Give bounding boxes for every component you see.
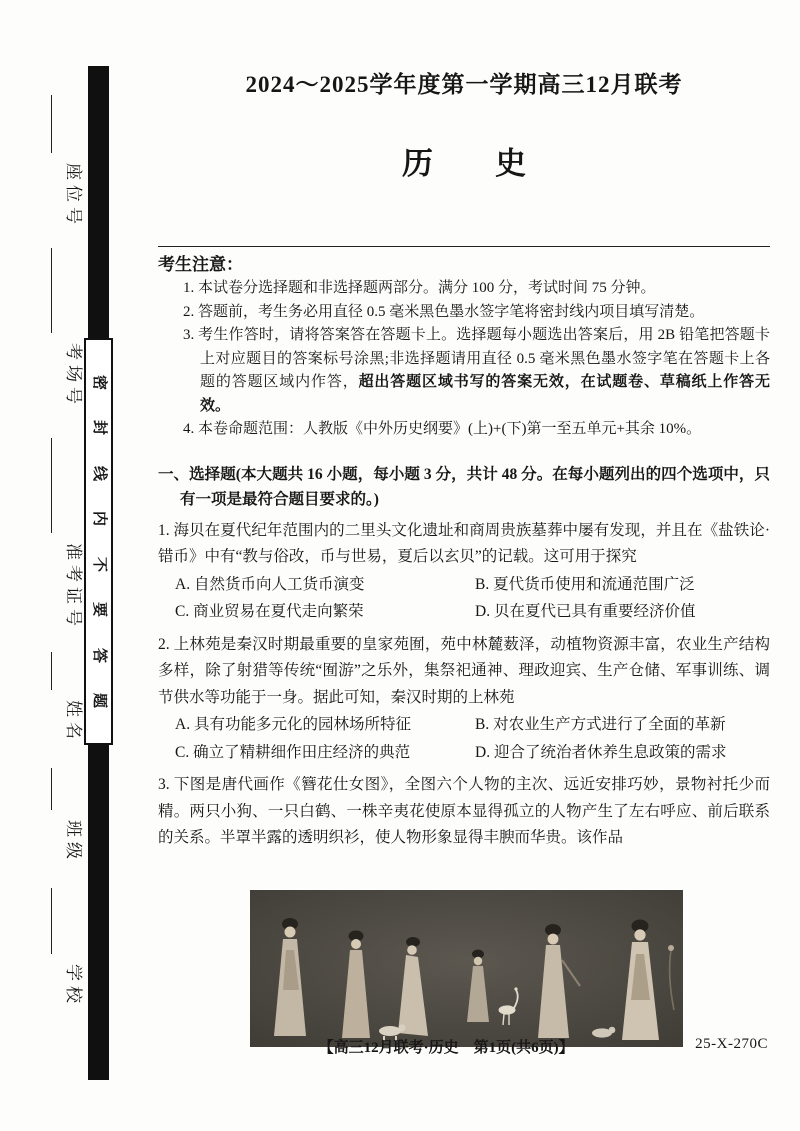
seal-text-char: 不 [90, 556, 107, 572]
admission-ticket-label: 准考证号 [64, 543, 83, 631]
school-blank-line [51, 888, 56, 954]
notice-heading: 考生注意： [158, 255, 243, 274]
seal-text-char: 封 [90, 420, 107, 436]
question-1-option-b: B. 夏代货币使用和流通范围广泛 [475, 575, 695, 593]
question-1 [158, 518, 770, 626]
question-1-option-a: A. 自然货币向人工货币演变 [175, 575, 365, 593]
question-2-options [158, 711, 770, 766]
question-3 [158, 772, 770, 1047]
question-1-option-d: D. 贝在夏代已具有重要经济价值 [475, 603, 696, 620]
seal-line-box [84, 338, 113, 745]
notice-item-3-bold-text: 超出答题区域书写的答案无效，在试题卷、草稿纸上作答无效。 [200, 374, 770, 414]
exam-room-label: 考场号 [64, 343, 83, 409]
exam-content [158, 70, 770, 1047]
subject-title: 历 史 [402, 146, 526, 181]
field-school [48, 888, 82, 1008]
question-2-option-d: D. 迎合了统治者休养生息政策的需求 [475, 743, 727, 761]
question-1-stem: 1. 海贝在夏代纪年范围内的二里头文化遗址和商周贵族墓葬中屡有发现，并且在《盐铁论·错币》中有“教与俗改，币与世易，夏后以玄贝”的记载。这可用于探究 [158, 521, 770, 565]
section-one-heading: 一、选择题(本大题共 16 小题，每小题 3 分，共计 48 分。在每小题列出的四个选项中，只有一项是最符合题目要求的。) [158, 465, 770, 508]
footer-exam-info: 【高三12月联考·历史 第1页(共6页)】 [318, 1040, 574, 1056]
question-2-option-a: A. 具有功能多元化的园林场所特征 [175, 716, 411, 733]
painting-image [250, 890, 683, 1047]
school-label: 学校 [64, 964, 83, 1008]
question-2 [158, 632, 770, 767]
admission-ticket-blank-line [51, 438, 56, 533]
field-class [48, 768, 82, 864]
seat-number-blank-line [51, 95, 56, 153]
footer-paper-code: 25-X-270C [695, 1036, 768, 1052]
question-1-option-c: C. 商业贸易在夏代走向繁荣 [175, 603, 364, 620]
seal-text-char: 要 [90, 602, 107, 618]
field-student-name [48, 652, 82, 744]
page-footer [158, 1036, 770, 1058]
seal-text-char: 内 [90, 511, 107, 527]
notice-item-3 [158, 324, 770, 418]
seal-text-char: 线 [90, 465, 107, 481]
notice-item-2: 2. 答题前，考生务必用直径 0.5 毫米黑色墨水签字笔将密封线内项目填写清楚。 [183, 303, 705, 320]
exam-room-blank-line [51, 248, 56, 333]
question-2-option-c: C. 确立了精耕细作田庄经济的典范 [175, 743, 411, 761]
seal-text-char: 答 [90, 647, 107, 663]
seal-text-char: 题 [90, 693, 107, 709]
seat-number-label: 座位号 [64, 163, 83, 229]
notice-item-1: 1. 本试卷分选择题和非选择题两部分。满分 100 分，考试时间 75 分钟。 [183, 280, 656, 296]
exam-title: 2024～2025学年度第一学期高三12月联考 [245, 72, 683, 97]
field-admission-ticket-number [48, 438, 82, 631]
notice-item-4: 4. 本卷命题范围：人教版《中外历史纲要》(上)+(下)第一至五单元+其余 10%。 [183, 421, 702, 437]
field-exam-room-number [48, 248, 82, 409]
divider-line [158, 246, 770, 247]
question-2-option-b: B. 对农业生产方式进行了全面的革新 [475, 716, 726, 733]
seal-text-char: 密 [90, 374, 107, 390]
student-name-blank-line [51, 652, 56, 690]
question-1-options [158, 571, 770, 626]
student-name-label: 姓名 [64, 700, 83, 744]
class-label: 班级 [64, 820, 83, 864]
field-seat-number [48, 95, 82, 229]
question-3-stem: 3. 下图是唐代画作《簪花仕女图》，全图六个人物的主次、远近安排巧妙，景物衬托少而精。两只小狗、一只白鹤、一株辛夷花使原本显得孤立的人物产生了左右呼应、前后联系的关系。半罩半露的透明织衫，使人物形象显得丰腴而华贵。该作品 [158, 776, 770, 846]
notice-item-3-text: 3. 考生作答时，请将答案答在答题卡上。选择题每小题选出答案后，用 2B 铅笔把答题卡上对应题目的答案标号涂黑;非选择题请用直径 0.5 毫米黑色墨水签字笔在答题卡上各题的答题区域内作答， [183, 327, 770, 390]
question-2-stem: 2. 上林苑是秦汉时期最重要的皇家苑囿，苑中林麓薮泽，动植物资源丰富，农业生产结构多样，除了射猎等传统“囿游”之乐外，集祭祀通神、理政迎宾、生产仓储、军事训练、调节供水等功能于一身。据此可知，秦汉时期的上林苑 [158, 635, 770, 706]
class-blank-line [51, 768, 56, 810]
